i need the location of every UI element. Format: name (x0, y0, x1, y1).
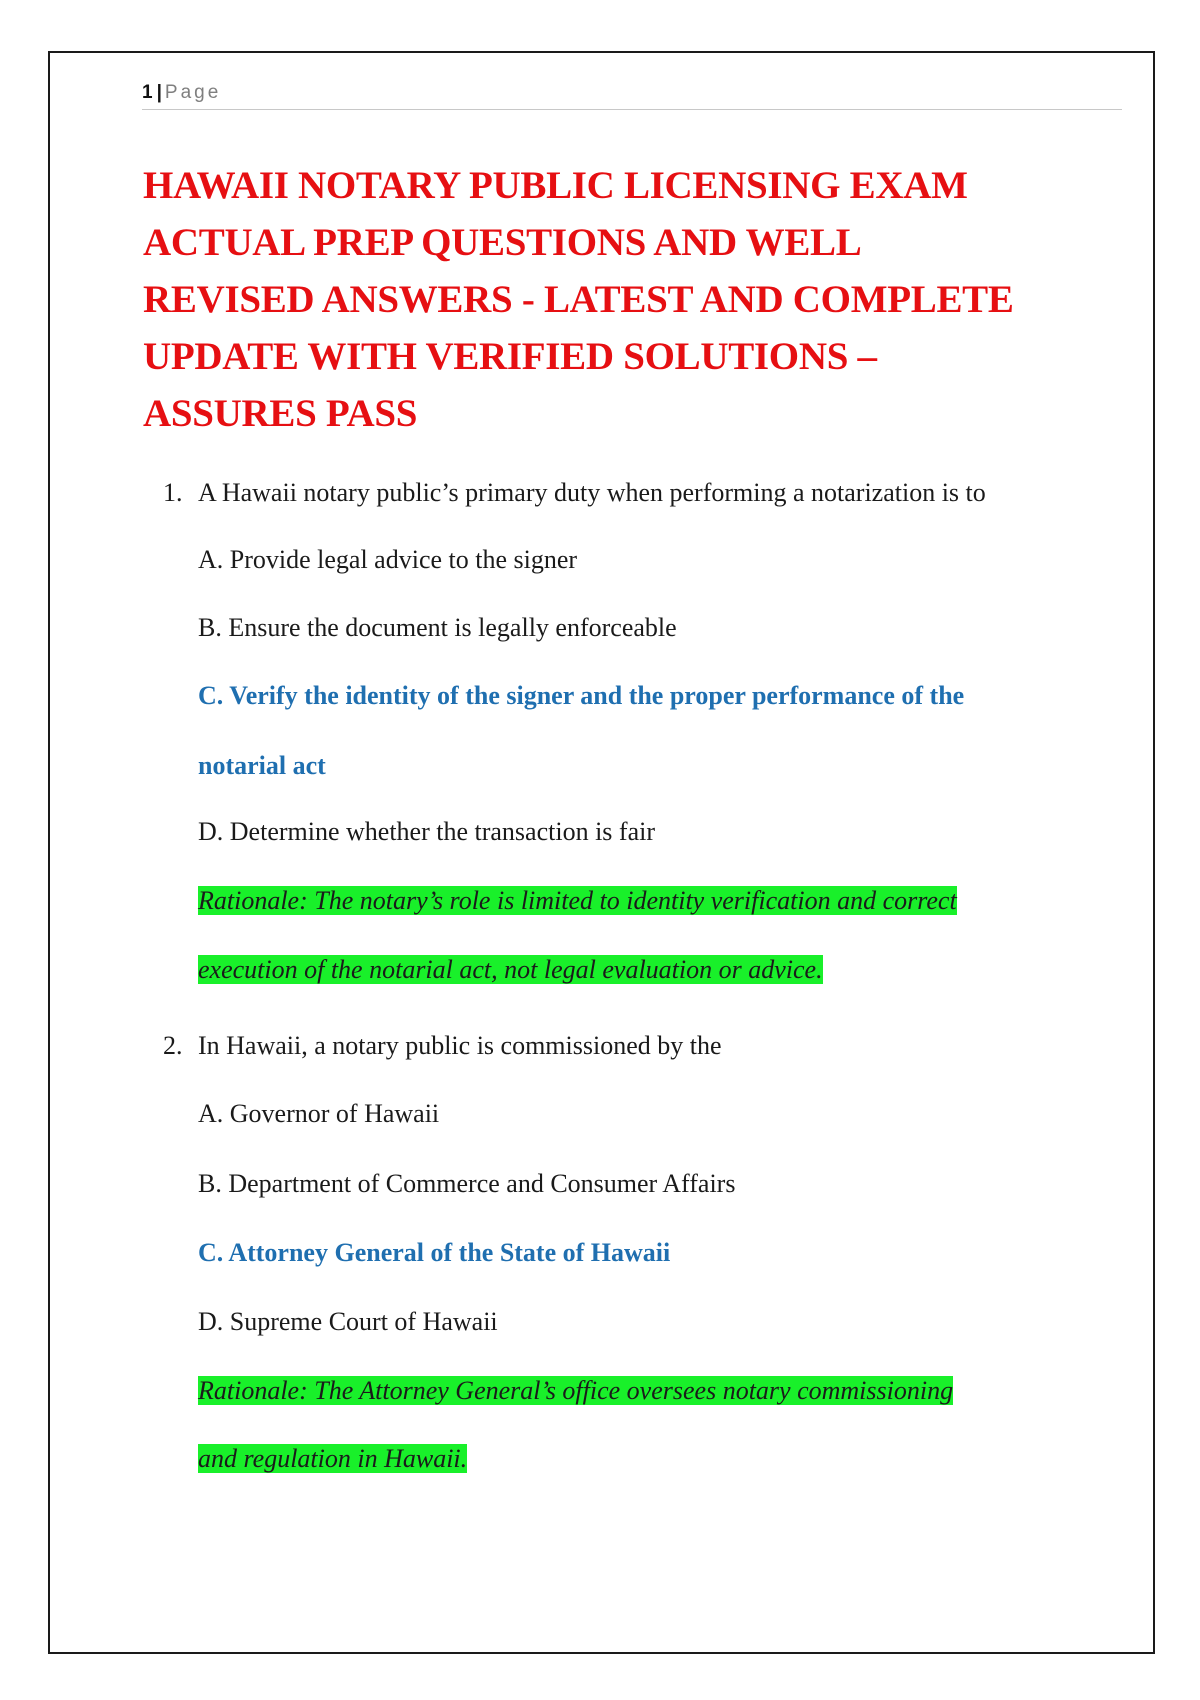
rationale (198, 1374, 953, 1408)
option-a: A. Provide legal advice to the signer (198, 545, 578, 574)
title-line: ASSURES PASS (143, 392, 418, 435)
rationale-text: Rationale: The notary’s role is limited to identity verification and correct (198, 886, 957, 915)
question-number: 1. (163, 478, 183, 507)
option-c-correct: C. Attorney General of the State of Hawaii (198, 1238, 671, 1267)
title-line: ACTUAL PREP QUESTIONS AND WELL (143, 221, 862, 264)
document-page (48, 51, 1155, 1654)
option-b: B. Department of Commerce and Consumer Affairs (198, 1169, 736, 1198)
rationale-text: Rationale: The Attorney General’s office oversees notary commissioning (198, 1376, 954, 1405)
title-line: UPDATE WITH VERIFIED SOLUTIONS – (143, 335, 877, 378)
page-label: Page (164, 82, 222, 103)
option-a: A. Governor of Hawaii (198, 1099, 440, 1128)
question-number: 2. (163, 1031, 183, 1060)
option-b: B. Ensure the document is legally enforceable (198, 613, 677, 642)
title-line: REVISED ANSWERS - LATEST AND COMPLETE (143, 278, 1014, 321)
document-title (143, 157, 1123, 442)
page-header (142, 79, 1122, 110)
option-c-correct: C. Verify the identity of the signer and the proper performance of the (198, 681, 965, 710)
option-d: D. Supreme Court of Hawaii (198, 1307, 498, 1336)
rationale-continued (198, 953, 823, 987)
page-number: 1 (142, 82, 153, 103)
rationale (198, 884, 957, 918)
option-d: D. Determine whether the transaction is fair (198, 817, 655, 846)
option-c-correct-continued: notarial act (198, 751, 326, 780)
rationale-continued (198, 1442, 467, 1476)
page-separator: | (156, 82, 162, 103)
question-text: A Hawaii notary public’s primary duty when performing a notarization is to (198, 478, 986, 507)
rationale-text: and regulation in Hawaii. (198, 1444, 468, 1473)
rationale-text: execution of the notarial act, not legal evaluation or advice. (198, 955, 823, 984)
question-text: In Hawaii, a notary public is commissioned by the (198, 1031, 722, 1060)
title-line: HAWAII NOTARY PUBLIC LICENSING EXAM (143, 164, 968, 207)
